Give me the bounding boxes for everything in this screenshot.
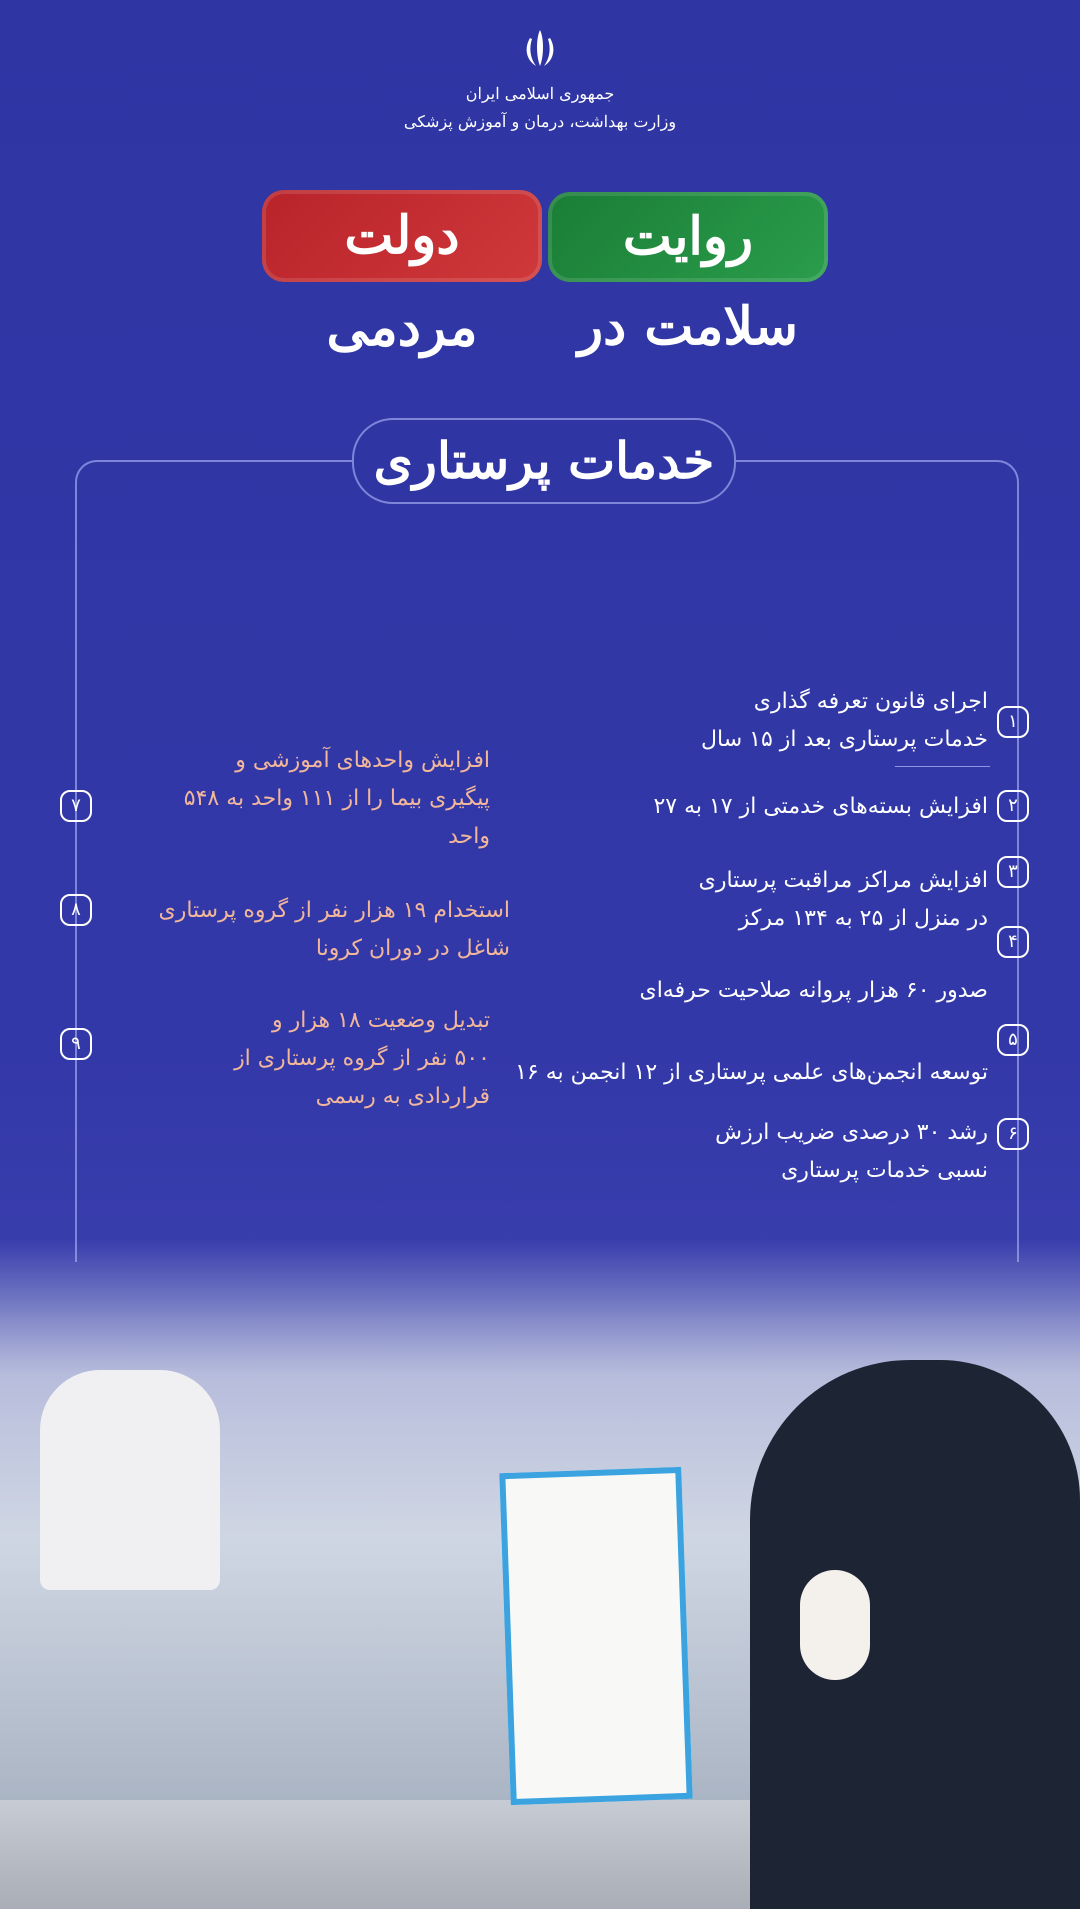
document — [499, 1467, 692, 1805]
list-item: رشد ۳۰ درصدی ضریب ارزش نسبی خدمات پرستاری — [715, 1120, 988, 1183]
hospital-photo — [0, 1240, 1080, 1909]
list-item: افزایش واحدهای آموزشی و پیگیری بیما را از ۱۱۱ واحد به ۵۴۸ واحد — [183, 748, 490, 849]
item-number-badge: ۶ — [997, 1118, 1029, 1150]
list-item: افزایش مراکز مراقبت پرستاری در منزل از ۲۵ به ۱۳۴ مرکز — [698, 868, 988, 931]
ministry-logo-text — [380, 80, 700, 136]
item-number-badge: ۹ — [60, 1028, 92, 1060]
ministry-line-2: وزارت بهداشت، درمان و آموزش پزشکی — [403, 112, 677, 131]
ministry-line-1: جمهوری اسلامی ایران — [465, 84, 615, 103]
item-number-badge: ۱ — [997, 706, 1029, 738]
item-number-badge: ۸ — [60, 894, 92, 926]
banner-dolat-mardomi: دولت مردمی — [262, 190, 542, 282]
nurse-face — [800, 1570, 870, 1680]
item-number-badge: ۴ — [997, 926, 1029, 958]
list-item: تبدیل وضعیت ۱۸ هزار و ۵۰۰ نفر از گروه پرستاری از قراردادی به رسمی — [234, 1008, 490, 1109]
iran-emblem-icon — [518, 26, 562, 70]
item-number-badge: ۳ — [997, 856, 1029, 888]
background-doctor — [40, 1370, 220, 1590]
list-item: افزایش بسته‌های خدمتی از ۱۷ به ۲۷ — [653, 794, 988, 819]
separator — [895, 766, 990, 767]
banner-revayat-salamat: روایت سلامت در — [548, 192, 828, 282]
list-item: صدور ۶۰ هزار پروانه صلاحیت حرفه‌ای — [639, 978, 988, 1003]
page-title: خدمات پرستاری — [352, 418, 736, 504]
list-item: اجرای قانون تعرفه گذاری خدمات پرستاری بعد از ۱۵ سال — [701, 689, 988, 752]
item-number-badge: ۲ — [997, 790, 1029, 822]
list-item: استخدام ۱۹ هزار نفر از گروه پرستاری شاغل در دوران کرونا — [158, 898, 510, 961]
item-number-badge: ۷ — [60, 790, 92, 822]
list-item: توسعه انجمن‌های علمی پرستاری از ۱۲ انجمن به ۱۶ — [515, 1060, 988, 1085]
item-number-badge: ۵ — [997, 1024, 1029, 1056]
